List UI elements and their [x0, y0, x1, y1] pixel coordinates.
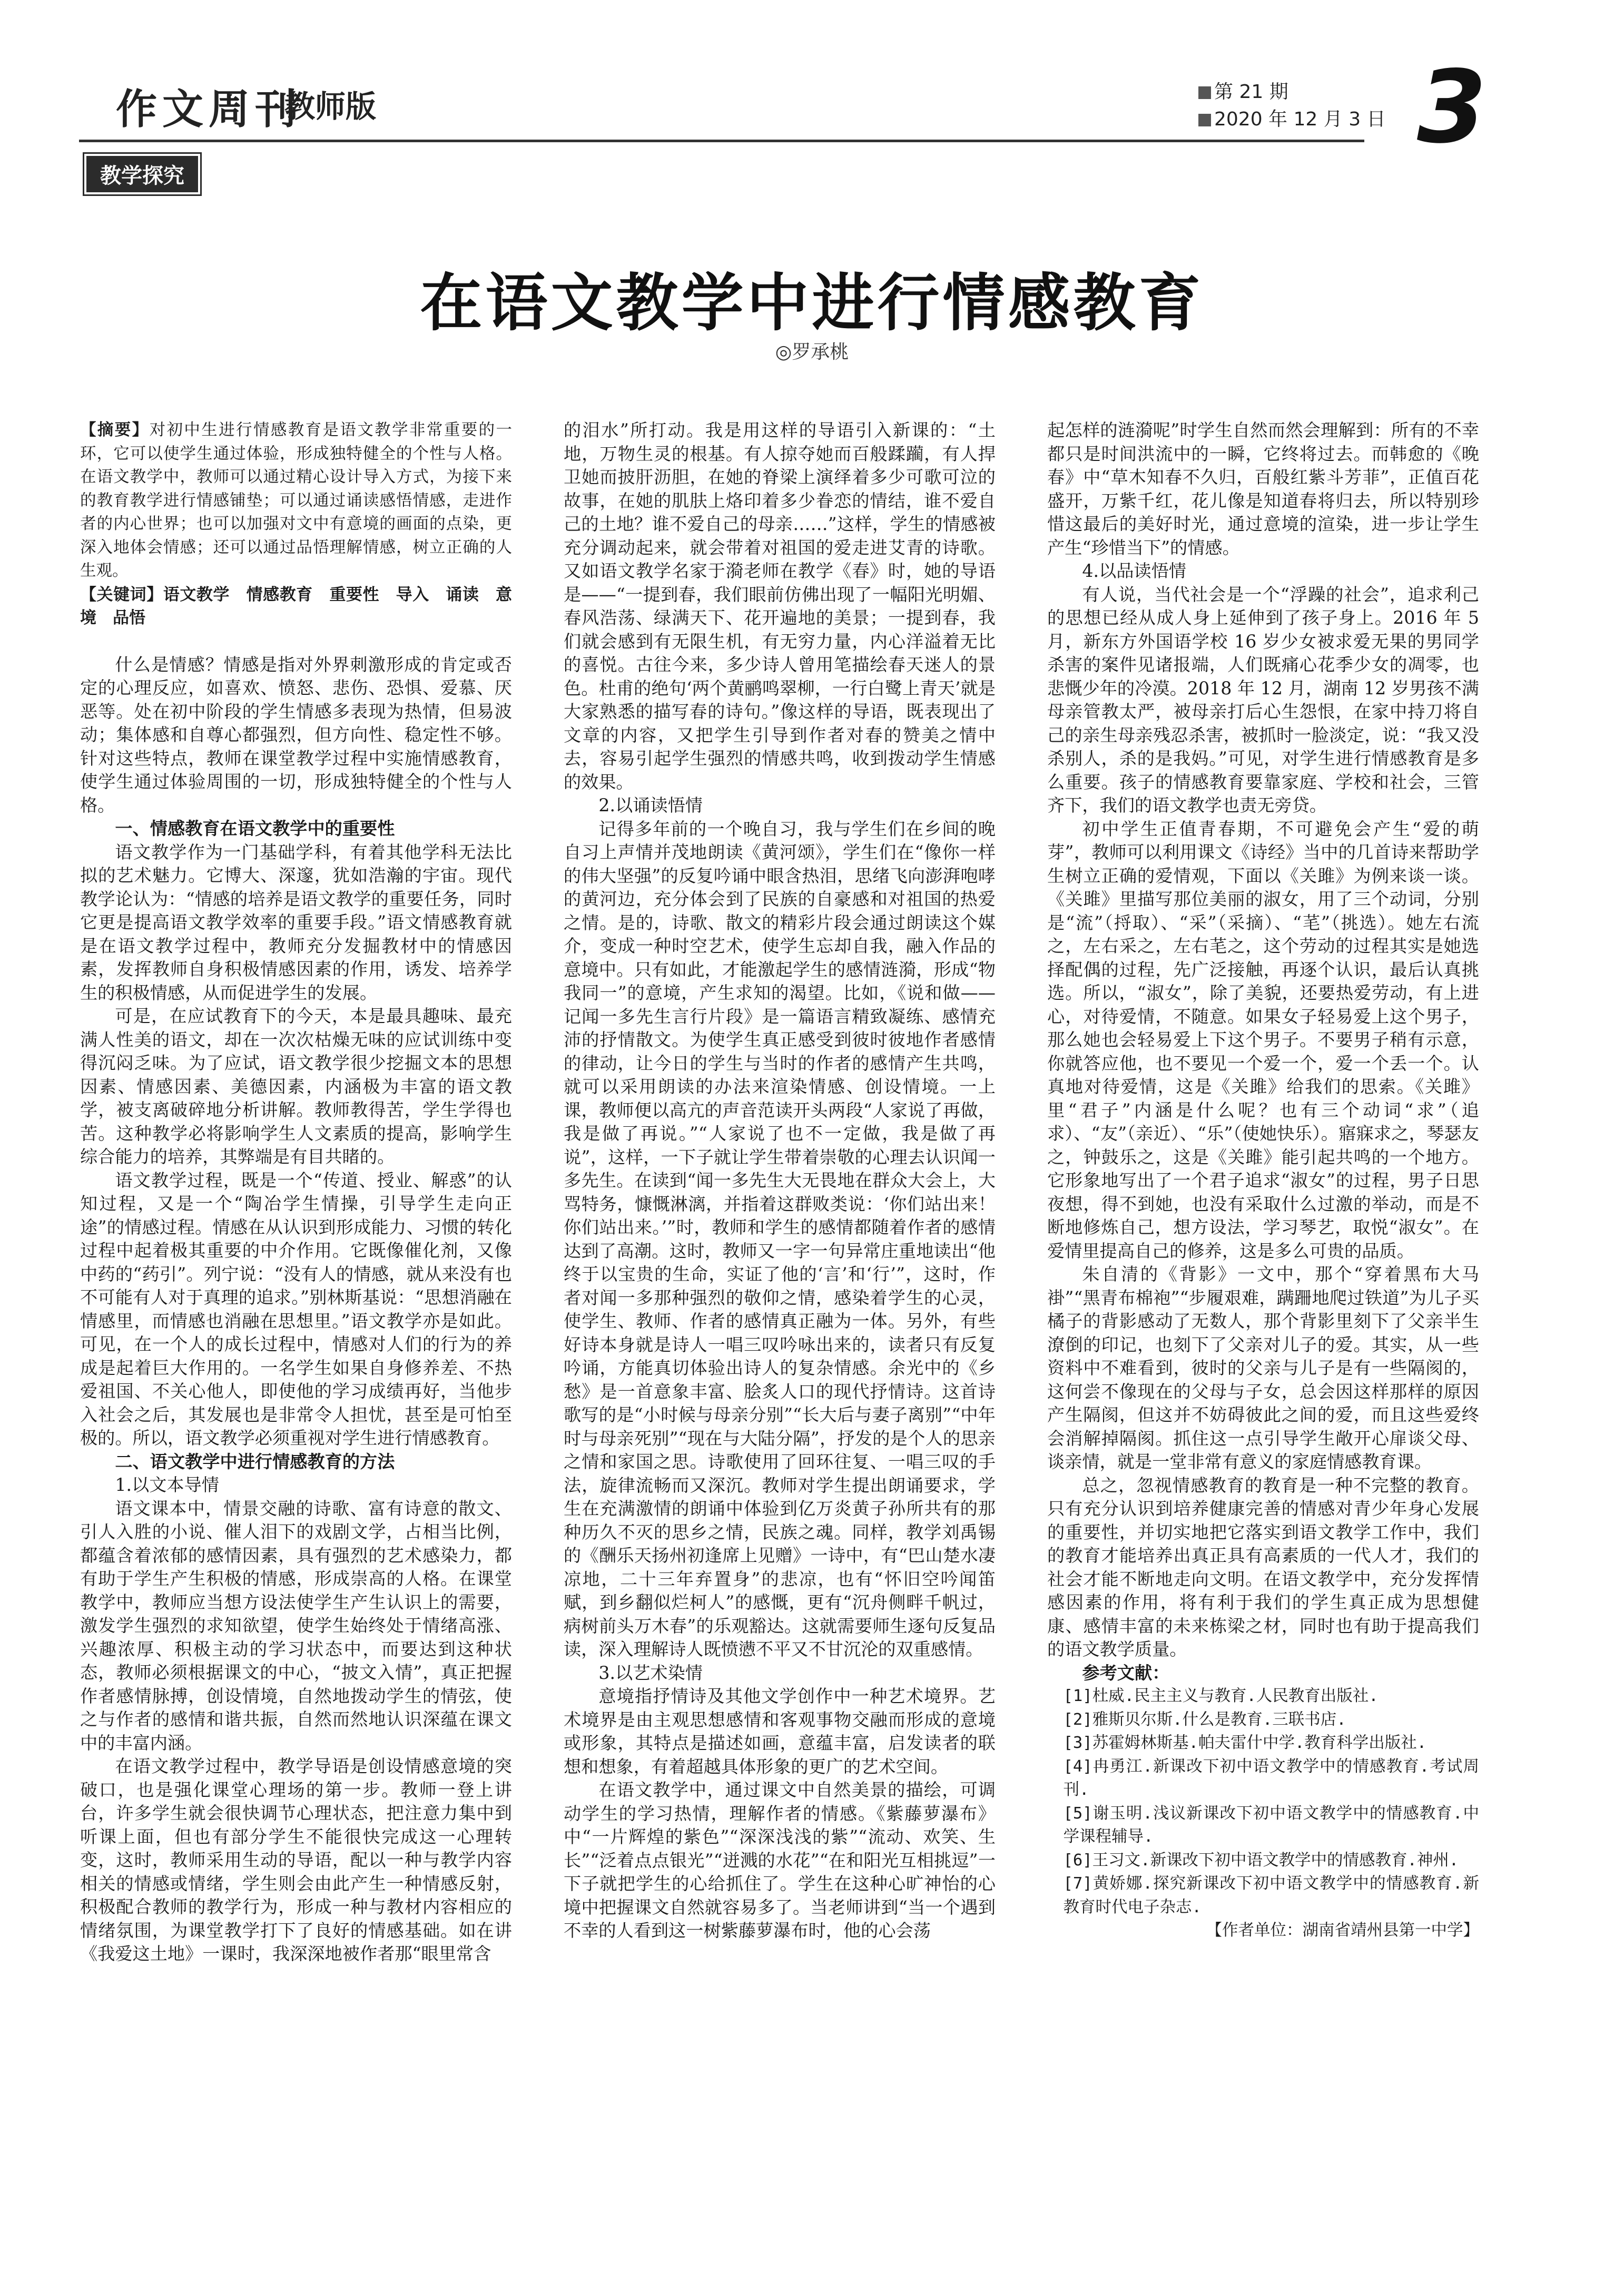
- reference-item: [3]苏霍姆林斯基.帕夫雷什中学.教育科学出版社.: [1063, 1734, 1427, 1752]
- reference-item: [6]王习文.新课改下初中语文教学中的情感教育.神州.: [1063, 1851, 1459, 1870]
- body-paragraph: 记得多年前的一个晚自习，我与学生们在乡间的晚自习上声情并茂地朗读《黄河颂》，学生们在“像你一样的伟大坚强”的反复吟诵中眼含热泪，思绪飞向澎湃咆哮的黄河边，充分体会到了民族的自豪感和对祖国的热爱之情。是的，诗歌、散文的精彩片段会通过朗读这个媒介，变成一种时空艺术，使学生忘却自我，融入作品的意境中。只有如此，才能激起学生的感情涟漪，形成“物我同一”的意境，产生求知的渴望。比如，《说和做——记闻一多先生言行片段》是一篇语言精致凝练、感情充沛的抒情散文。为使学生真正感受到彼时彼地作者感情的律动，让今日的学生与当时的作者的感情产生共鸣，就可以采用朗读的办法来渲染情感、创设情境。一上课，教师便以高亢的声音范读开头两段“人家说了再做，我是做了再说。”“人家说了也不一定做，我是做了再说”，这样，一下子就让学生带着崇敬的心理去认识闻一多先生。在读到“闻一多先生大无畏地在群众大会上，大骂特务，慷慨淋漓，并指着这群败类说：‘你们站出来！你们站出来。’”时，教师和学生的感情都随着作者的感情达到了高潮。这时，教师又一字一句异常庄重地读出“他终于以宝贵的生命，实证了他的‘言’和‘行’”，这时，作者对闻一多那种强烈的敬仰之情，感染着学生的心灵，使学生、教师、作者的感情真正融为一体。另外，有些好诗本身就是诗人一唱三叹吟咏出来的，读者只有反复吟诵，方能真切体验出诗人的复杂情感。余光中的《乡愁》是一首意象丰富、脍炙人口的现代抒情诗。这首诗歌写的是“小时候与母亲分别”“长大后与妻子离别”“中年时与母亲死别”“现在与大陆分隔”，抒发的是个人的思亲之情和家国之思。诗歌使用了回环往复、一唱三叹的手法，旋律流畅而又深沉。教师对学生提出朗诵要求，学生在充满激情的朗诵中体验到亿万炎黄子孙所共有的那种历久不灭的思乡之情，民族之魂。同样，教学刘禹锡的《酬乐天扬州初逢席上见赠》一诗中，有“巴山楚水凄凉地，二十三年弃置身”的悲凉，也有“怀旧空吟闻笛赋，到乡翻似烂柯人”的感慨，更有“沉舟侧畔千帆过，病树前头万木春”的乐观豁达。这就需要师生逐句反复品读，深入理解诗人既愤懑不平又不甘沉沦的双重感情。: [564, 818, 996, 1659]
- abstract-text: 对初中生进行情感教育是语文教学非常重要的一环，它可以使学生通过体验，形成独特健全的个性与人格。在语文教学中，教师可以通过精心设计导入方式，为接下来的教育教学进行情感铺垫；可以通过诵读感悟情感，走进作者的内心世界；也可以加强对文中有意境的画面的点染，更深入地体会情感；还可以通过品悟理解情感，树立正确的人生观。: [80, 421, 513, 580]
- subsection-heading: 2.以诵读悟情: [598, 795, 703, 815]
- body-paragraph: 意境指抒情诗及其他文学创作中一种艺术境界。艺术境界是由主观思想感情和客观事物交融而形成的意境或形象，其特点是描述如画，意蕴丰富，启发读者的联想和想象，有着超越具体形象的更广的艺术空间。: [564, 1686, 996, 1777]
- issue-date: 2020 年 12 月 3 日: [1214, 109, 1386, 130]
- reference-item: [2]雅斯贝尔斯.什么是教育.三联书店.: [1063, 1710, 1346, 1729]
- publication-name: 作文周刊: [116, 85, 302, 133]
- reference-item: [1]杜威.民主主义与教育.人民教育出版社.: [1063, 1687, 1379, 1705]
- square-bullet-icon: [1198, 114, 1211, 126]
- column-3: [1047, 419, 1479, 1943]
- reference-item: [5]谢玉明.浅议新课改下初中语文教学中的情感教育.中学课程辅导.: [1063, 1804, 1479, 1846]
- paragraph-gap: [80, 630, 512, 653]
- body-paragraph: 语文课本中，情景交融的诗歌、富有诗意的散文、引人入胜的小说、催人泪下的戏剧文学，占相当比例，都蕴含着浓郁的感情因素，具有强烈的艺术感染力，都有助于学生产生积极的情感，形成崇高的人格。在课堂教学中，教师应当想方设法使学生产生认识上的需要，激发学生强烈的求知欲望，使学生始终处于情绪高涨、兴趣浓厚、积极主动的学习状态中，而要达到这种状态，教师必须根据课文的中心，“披文入情”，真正把握作者感情脉搏，创设情境，自然地拨动学生的情弦，使之与作者的感情和谐共振，自然而然地认识深蕴在课文中的丰富内涵。: [80, 1498, 512, 1753]
- references-heading: 参考文献：: [1082, 1662, 1170, 1683]
- article-author: ◎罗承桃: [775, 341, 849, 363]
- section-tag: [84, 154, 200, 194]
- article-title: 在语文教学中进行情感教育: [420, 267, 1204, 339]
- page-header: [79, 49, 1543, 165]
- header-rule: [79, 140, 1364, 142]
- body-paragraph: 朱自清的《背影》一文中，那个“穿着黑布大马褂”“黑青布棉袍”“步履艰难，蹒跚地爬过铁道”为儿子买橘子的背影感动了无数人，那个背影里刻下了父亲半生潦倒的印记，也刻下了父亲对儿子的爱。其实，从一些资料中不难看到，彼时的父亲与儿子是有一些隔阂的，这何尝不像现在的父母与子女，总会因这样那样的原因产生隔阂，但这并不妨碍彼此之间的爱，而且这些爱终会消解掉隔阂。抓住这一点引导学生敞开心扉谈父母、谈亲情，就是一堂非常有意义的家庭情感教育课。: [1047, 1264, 1479, 1472]
- subsection-heading: 4.以品读悟情: [1082, 561, 1186, 581]
- abstract: [80, 419, 512, 583]
- issue-number: 第 21 期: [1214, 81, 1288, 103]
- body-paragraph: 有人说，当代社会是一个“浮躁的社会”，追求利己的思想已经从成人身上延伸到了孩子身上。2016 年 5 月，新东方外国语学校 16 岁少女被求爱无果的男同学杀害的案件见诸报端，人们既痛心花季少女的凋零，也悲慨少年的冷漠。2018 年 12 月，湖南 12 岁男孩不满母亲管教太严，被母亲打后心生怨恨，在家中持刀将自己的亲生母亲残忍杀害，被抓时一脸淡定，说：“我又没杀别人，杀的是我妈。”可见，对学生进行情感教育是多么重要。孩子的情感教育要靠家庭、学校和社会，三管齐下，我们的语文教学也责无旁贷。: [1047, 584, 1479, 815]
- body-paragraph: 总之，忽视情感教育的教育是一种不完整的教育。只有充分认识到培养健康完善的情感对青少年身心发展的重要性，并切实地把它落实到语文教学工作中，我们的教育才能培养出真正具有高素质的一代人才，我们的社会才能不断地走向文明。在语文教学中，充分发挥情感因素的作用，将有利于我们的学生真正成为思想健康、感情丰富的未来栋梁之材，同时也有助于提高我们的语文教学质量。: [1047, 1474, 1479, 1659]
- reference-item: [4]冉勇江.新课改下初中语文教学中的情感教育.考试周刊.: [1063, 1757, 1479, 1799]
- page-number: 3: [1417, 49, 1487, 165]
- body-paragraph: 在语文教学过程中，教学导语是创设情感意境的突破口，也是强化课堂心理场的第一步。教师一登上讲台，许多学生就会很快调节心理状态，把注意力集中到听课上面，但也有部分学生不能很快完成这一心理转变，这时，教师采用生动的导语，配以一种与教学内容相关的情感或情绪，学生则会由此产生一种情感反射，积极配合教师的教学行为，形成一种与教材内容相应的情绪氛围，为课堂教学打下了良好的情感基础。如在讲《我爱这土地》一课时，我深深地被作者那“眼里常含: [80, 1756, 512, 1964]
- square-bullet-icon: [1198, 86, 1211, 99]
- edition-label: 教师版: [284, 89, 377, 124]
- column-2: [564, 419, 996, 1943]
- body-paragraph: 在语文教学中，通过课文中自然美景的描绘，可调动学生的学习热情，理解作者的情感。《紫藤萝瀑布》中“一片辉煌的紫色”“深深浅浅的紫”“流动、欢笑、生长”“泛着点点银光”“迸溅的水花”“在和阳光互相挑逗”一下子就把学生的心给抓住了。学生在这种心旷神怡的心境中把握课文自然就容易多了。当老师讲到“当一个遇到不幸的人看到这一树紫藤萝瀑布时，他的心会荡: [564, 1780, 996, 1941]
- keywords: [80, 583, 512, 630]
- subsection-heading: 1.以文本导情: [115, 1474, 219, 1495]
- issue-info: [1198, 78, 1386, 133]
- subsection-heading: 3.以艺术染情: [598, 1662, 703, 1683]
- body-paragraph: 起怎样的涟漪呢”时学生自然而然会理解到：所有的不幸都只是时间洪流中的一瞬，它终将过去。而韩愈的《晚春》中“草木知春不久归，百般红紫斗芳菲”，正值百花盛开，万紫千红，花儿像是知道春将归去，所以特别珍惜这最后的美好时光，通过意境的渲染，进一步让学生产生“珍惜当下”的情感。: [1047, 420, 1479, 558]
- body-paragraph: 初中学生正值青春期，不可避免会产生“爱的萌芽”，教师可以利用课文《诗经》当中的几首诗来帮助学生树立正确的爱情观，下面以《关雎》为例来谈一谈。《关雎》里描写那位美丽的淑女，用了三个动词，分别是“流”（捋取）、“采”（采摘）、“芼”（挑选）。她左右流之，左右采之，左右芼之，这个劳动的过程其实是她选择配偶的过程，先广泛接触，再逐个认识，最后认真挑选。所以，“淑女”，除了美貌，还要热爱劳动，有上进心，对待爱情，不随意。如果女子轻易爱上这个男子，那么她也会轻易爱上下这个男子。不要男子稍有示意，你就答应他，也不要见一个爱一个，爱一个丢一个。认真地对待爱情，这是《关雎》给我们的思索。《关雎》里“君子”内涵是什么呢？也有三个动词“求”（追求）、“友”（亲近）、“乐”（使她快乐）。寤寐求之，琴瑟友之，钟鼓乐之，这是《关雎》能引起共鸣的一个地方。它形象地写出了一个君子追求“淑女”的过程，男子日思夜想，得不到她，也没有采取什么过激的举动，而是不断地修炼自己，想方设法，学习琴艺，取悦“淑女”。在爱情里提高自己的修养，这是多么可贵的品质。: [1047, 818, 1479, 1261]
- body-paragraph: 可是，在应试教育下的今天，本是最具趣味、最充满人性美的语文，却在一次次枯燥无味的应试训练中变得沉闷乏味。为了应试，语文教学很少挖掘文本的思想因素、情感因素、美德因素，内涵极为丰富的语文教学，被支离破碎地分析讲解。教师教得苦，学生学得也苦。这种教学必将影响学生人文素质的提高，影响学生综合能力的培养，其弊端是有目共睹的。: [80, 1006, 512, 1167]
- section-heading: 一、情感教育在语文教学中的重要性: [115, 818, 395, 839]
- body-paragraph: 什么是情感？情感是指对外界刺激形成的肯定或否定的心理反应，如喜欢、愤怒、悲伤、恐惧、爱慕、厌恶等。处在初中阶段的学生情感多表现为热情，但易波动；集体感和自尊心都强烈，但方向性、稳定性不够。针对这些特点，教师在课堂教学过程中实施情感教育，使学生通过体验周围的一切，形成独特健全的个性与人格。: [80, 654, 512, 815]
- body-paragraph: 语文教学作为一门基础学科，有着其他学科无法比拟的艺术魅力。它博大、深邃，犹如浩瀚的宇宙。现代教学论认为：“情感的培养是语文教学的重要任务，同时它更是提高语文教学效率的重要手段。”语文情感教育就是在语文教学过程中，教师充分发掘教材中的情感因素，发挥教师自身积极情感因素的作用，诱发、培养学生的积极情感，从而促进学生的发展。: [80, 841, 512, 1003]
- abstract-label: 【摘要】: [80, 421, 150, 439]
- section-tag-label: 教学探究: [84, 154, 200, 194]
- body-paragraph: 的泪水”所打动。我是用这样的导语引入新课的：“土地，万物生灵的根基。有人掠夺她而百般蹂躏，有人捍卫她而披肝沥胆，在她的脊梁上演绎着多少可歌可泣的故事，在她的肌肤上烙印着多少眷恋的情结，谁不爱自己的土地？谁不爱自己的母亲……”这样，学生的情感被充分调动起来，就会带着对祖国的爱走进艾青的诗歌。又如语文教学名家于漪老师在教学《春》时，她的导语是——“一提到春，我们眼前仿佛出现了一幅阳光明媚、春风浩荡、绿满天下、花开遍地的美景；一提到春，我们就会感到有无限生机，有无穷力量，内心洋溢着无比的喜悦。古往今来，多少诗人曾用笔描绘春天迷人的景色。杜甫的绝句‘两个黄鹂鸣翠柳，一行白鹭上青天’就是大家熟悉的描写春的诗句。”像这样的导语，既表现出了文章的内容，又把学生引导到作者对春的赞美之情中去，容易引起学生强烈的情感共鸣，收到拨动学生情感的效果。: [564, 420, 996, 792]
- keywords-text: 语文教学 情感教育 重要性 导入 诵读 意境 品悟: [80, 585, 513, 627]
- author-affiliation: 【作者单位：湖南省靖州县第一中学】: [1206, 1921, 1479, 1940]
- section-heading: 二、语文教学中进行情感教育的方法: [115, 1451, 395, 1472]
- column-1: [80, 419, 512, 1966]
- reference-item: [7]黄娇娜.探究新课改下初中语文教学中的情感教育.新教育时代电子杂志.: [1063, 1874, 1479, 1916]
- body-paragraph: 语文教学过程，既是一个“传道、授业、解惑”的认知过程，又是一个“陶冶学生情操，引导学生走向正途”的情感过程。情感在从认识到形成能力、习惯的转化过程中起着极其重要的中介作用。它既像催化剂，又像中药的“药引”。列宁说：“没有人的情感，就从来没有也不可能有人对于真理的追求。”别林斯基说：“思想消融在情感里，而情感也消融在思想里。”语文教学亦是如此。可见，在一个人的成长过程中，情感对人们的行为的养成是起着巨大作用的。一名学生如果自身修养差、不热爱祖国、不关心他人，即使他的学习成绩再好，当他步入社会之后，其发展也是非常令人担忧，甚至是可怕至极的。所以，语文教学必须重视对学生进行情感教育。: [80, 1169, 512, 1448]
- keywords-label: 【关键词】: [80, 585, 163, 604]
